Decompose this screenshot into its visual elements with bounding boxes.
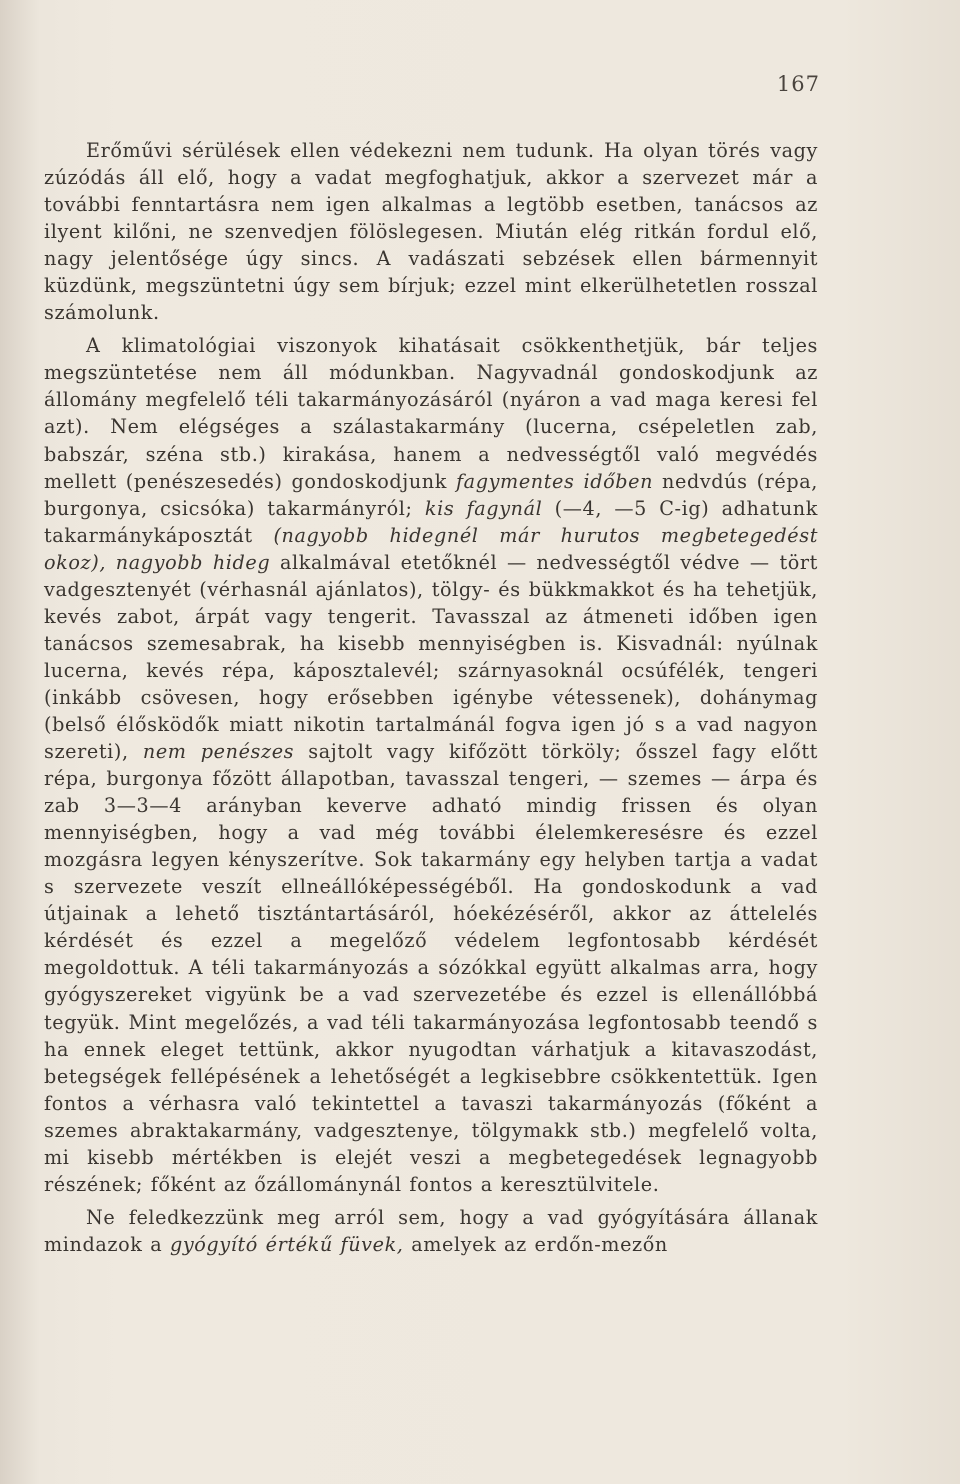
- text-run: Erőművi sérülések ellen védekezni nem tudunk. Ha olyan törés vagy zúzódás áll elő, hogy a vadat megfoghatjuk, akkor a szervezet már a további fenntartásra nem igen alkalmas a legtöbb esetben, tanácsos az ilyent kilőni, ne szenvedjen fölöslegesen. Miután elég ritkán fordul elő, nagy jelentősége úgy sincs. A vadászati sebzések ellen bármennyit küzdünk, megszüntetni úgy sem bírjuk; ezzel mint elkerülhetetlen rosszal számolunk.: [44, 139, 818, 325]
- text-run: alkalmával etetőknél — nedvességtől védve — tört vadgesztenyét (vérhasnál ajánlatos), tölgy- és bükkmakkot és ha tehetjük, kevés zabot, árpát vagy tengerit. Tavasszal az átmeneti időben igen tanácsos szemesabrak, ha kisebb mennyiségben is. Kisvadnál: nyúlnak lucerna, kevés répa, káposztalevél; szárnyasoknál ocsúfélék, tengeri (inkább csövesen, hogy erősebben igénybe vétessenek), dohánymag (belső élősködők miatt nikotin tartalmánál fogva igen jó s a vad nagyon szereti),: [44, 550, 818, 764]
- page-number: 167: [776, 72, 820, 96]
- italic-run: gyógyító értékű füvek,: [169, 1232, 404, 1256]
- italic-run: nem penészes: [142, 740, 295, 764]
- italic-run: fagymentes időben: [455, 469, 654, 493]
- text-run: sajtolt vagy kifőzött törköly; ősszel fagy előtt répa, burgonya főzött állapotban, tavasszal tengeri, — szemes — árpa és zab 3—3—4 arányban keverve adható mindig frissen és olyan mennyiségben, hogy a vad még további élelemkeresésre és ezzel mozgásra legyen kényszerítve. Sok takarmány egy helyben tartja a vadat s szervezete veszít ellneállóképességéből. Ha gondoskodunk a vad útjainak a lehető tisztántartásáról, hóekézéséről, akkor az áttelelés kérdését és ezzel a megelőző védelem legfontosabb kérdését megoldottuk. A téli takarmányozás a sózókkal együtt alkalmas arra, hogy gyógyszereket vigyünk be a vad szervezetébe és ezzel is ellenállóbbá tegyük. Mint megelőzés, a vad téli takarmányozása legfontosabb teendő s ha ennek eleget tettünk, akkor nyugodtan várhatjuk a kitavaszodást, betegségek fellépésének a lehetőségét a legkisebbre csökkentettük. Igen fontos a vérhasra való tekintettel a tavaszi takarmányozás (főként a szemes abraktakarmány, vadgesztenye, tölgymakk stb.) megfelelő volta, mi kisebb mértékben is elejét veszi a megbetegedések legnagyobb részének; főként az őzállománynál fontos a keresztülvitele.: [44, 740, 818, 1196]
- text-run: (—4, —5 C-ig) adhatunk takarmánykáposztát: [44, 496, 818, 547]
- paragraph: [44, 137, 818, 326]
- italic-run: kis fagynál: [424, 496, 543, 520]
- paragraph: [44, 332, 818, 1198]
- italic-run: (nagyobb hidegnél már hurutos megbetegedést okoz), nagyobb hideg: [44, 523, 819, 574]
- body-text: [44, 137, 818, 1258]
- text-run: Ne feledkezzünk meg arról sem, hogy a vad gyógyítására állanak mindazok a: [44, 1205, 818, 1256]
- text-run: A klimatológiai viszonyok kihatásait csökkenthetjük, bár teljes megszüntetése nem áll módunkban. Nagyvadnál gondoskodjunk az állomány megfelelő téli takarmányozásáról (nyáron a vad maga keresi fel azt). Nem elégséges a szálastakarmány (lucerna, csépeletlen zab, babszár, széna stb.) kirakása, hanem a nedvességtől való megvédés mellett (penészesedés) gondoskodjunk: [44, 334, 818, 493]
- paragraph: [44, 1204, 818, 1258]
- text-run: nedvdús (répa, burgonya, csicsóka) takarmányról;: [44, 469, 819, 520]
- text-run: amelyek az erdőn-mezőn: [403, 1232, 668, 1256]
